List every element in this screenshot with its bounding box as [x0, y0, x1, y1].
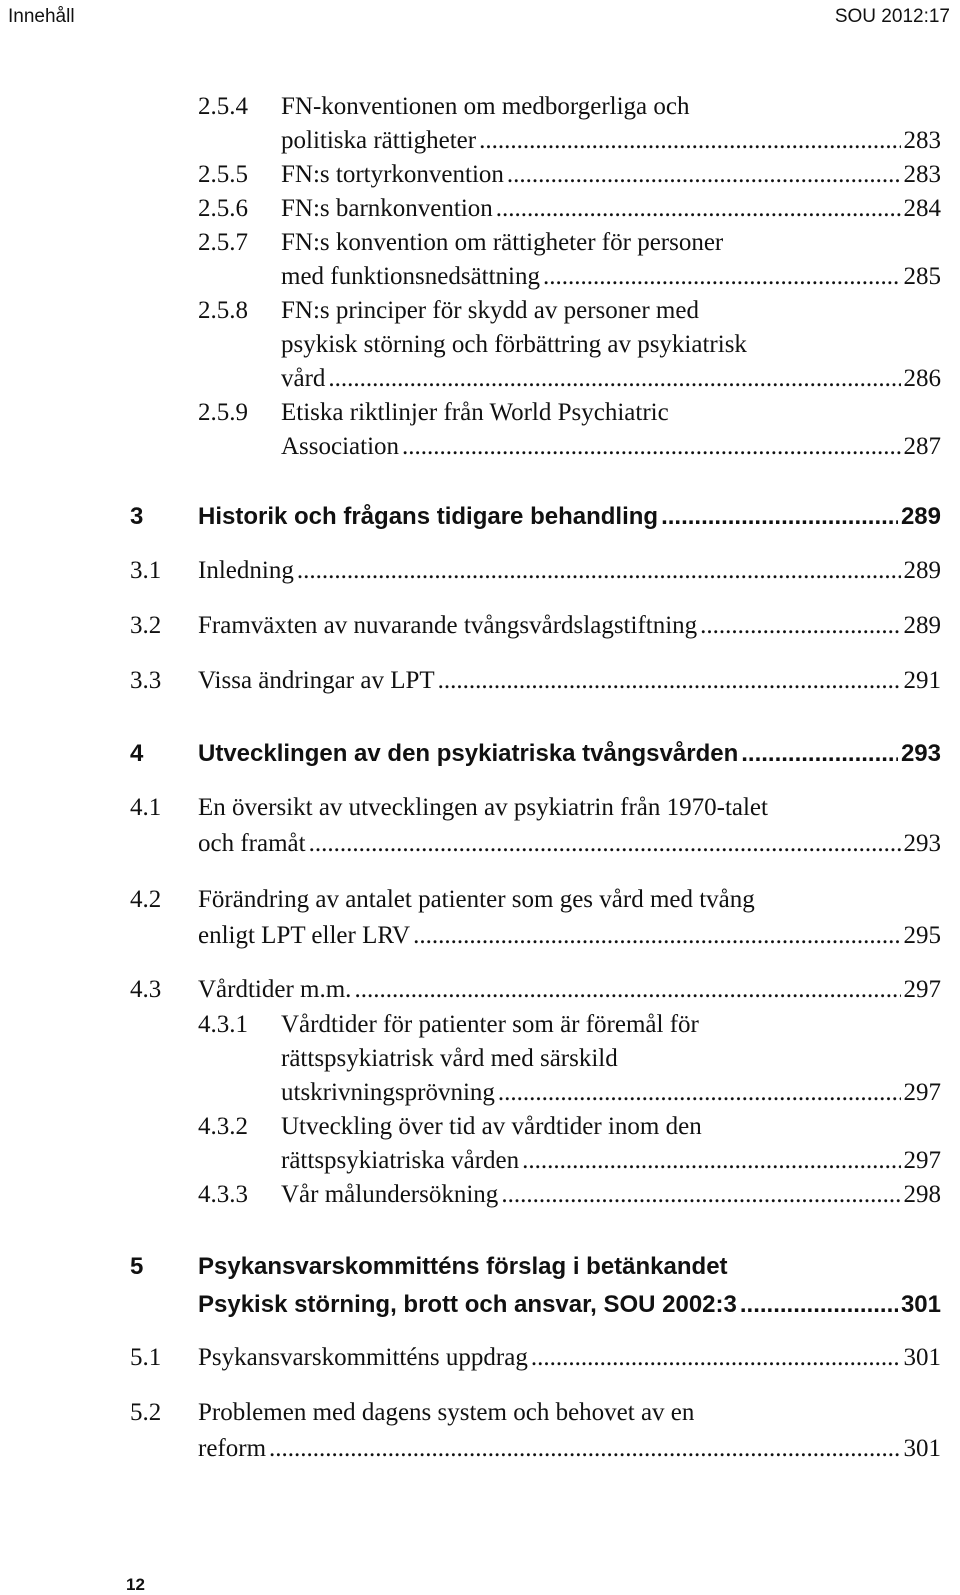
entry-number: 4.3.1	[198, 1011, 248, 1038]
entry-title-line: politiska rättigheter	[281, 127, 477, 154]
entry-title-line: Förändring av antalet patienter som ges vård med tvång	[198, 886, 755, 913]
entry-page-number: 298	[903, 1181, 941, 1208]
entry-title-line: Historik och frågans tidigare behandling	[198, 503, 659, 530]
entry-title-line: rättspsykiatrisk vård med särskild	[281, 1045, 618, 1072]
entry-page-number: 297	[903, 1147, 941, 1174]
entry-title-line: FN-konventionen om medborgerliga och	[281, 93, 690, 120]
entry-number: 4.3.2	[198, 1113, 248, 1140]
dot-leader	[741, 735, 898, 773]
dot-leader	[661, 498, 898, 536]
entry-title-line: utskrivningsprövning	[281, 1079, 495, 1106]
entry-title-line: Framväxten av nuvarande tvångsvårdslagstiftning	[198, 612, 698, 639]
entry-title-line: med funktionsnedsättning	[281, 263, 540, 290]
entry-page-number: 293	[900, 740, 941, 767]
entry-page-number: 297	[903, 976, 941, 1003]
entry-title-line: Psykansvarskommitténs förslag i betänkandet	[198, 1253, 728, 1280]
entry-page-number: 291	[903, 667, 941, 694]
entry-number: 4.2	[130, 886, 162, 913]
entry-title-line: FN:s tortyrkonvention	[281, 161, 504, 188]
entry-title-line: Utvecklingen av den psykiatriska tvångsvården	[198, 740, 739, 767]
report-id: SOU 2012:17	[834, 6, 950, 27]
entry-title-line: FN:s principer för skydd av personer med	[281, 297, 699, 324]
dot-leader	[438, 663, 901, 699]
entry-number: 4	[130, 740, 144, 767]
dot-leader	[479, 124, 900, 158]
entry-page-number: 287	[903, 433, 941, 460]
dot-leader	[700, 608, 900, 644]
entry-title-line: Psykisk störning, brott och ansvar, SOU 2002:3	[198, 1291, 737, 1318]
dot-leader	[496, 192, 901, 226]
dot-leader	[269, 1431, 900, 1467]
entry-page-number: 289	[900, 503, 941, 530]
entry-title-line: En översikt av utvecklingen av psykiatrin från 1970-talet	[198, 794, 768, 821]
dot-leader	[498, 1076, 901, 1110]
entry-page-number: 289	[903, 612, 941, 639]
entry-title-line: rättspsykiatriska vården	[281, 1147, 520, 1174]
entry-number: 2.5.6	[198, 195, 248, 222]
entry-number: 5.2	[130, 1399, 162, 1426]
entry-number: 5	[130, 1253, 144, 1280]
entry-number: 2.5.7	[198, 229, 248, 256]
dot-leader	[413, 918, 900, 954]
entry-number: 4.3.3	[198, 1181, 248, 1208]
entry-page-number: 295	[903, 922, 941, 949]
entry-title-line: FN:s barnkonvention	[281, 195, 493, 222]
entry-title-line: och framåt	[198, 830, 306, 857]
entry-title-line: FN:s konvention om rättigheter för personer	[281, 229, 724, 256]
entry-title-line: Psykansvarskommitténs uppdrag	[198, 1344, 528, 1371]
entry-number: 4.1	[130, 794, 162, 821]
entry-page-number: 297	[903, 1079, 941, 1106]
entry-number: 3.2	[130, 612, 162, 639]
entry-page-number: 301	[903, 1435, 941, 1462]
entry-number: 4.3	[130, 976, 162, 1003]
entry-page-number: 283	[903, 127, 941, 154]
entry-page-number: 283	[903, 161, 941, 188]
entry-number: 3.1	[130, 557, 162, 584]
entry-number: 2.5.4	[198, 93, 248, 120]
entry-title-line: Utveckling över tid av vårdtider inom den	[281, 1113, 702, 1140]
dot-leader	[328, 362, 900, 396]
section-label: Innehåll	[8, 6, 75, 27]
page-header	[0, 0, 960, 36]
entry-number: 2.5.8	[198, 297, 248, 324]
entry-title-line: Vår målundersökning	[281, 1181, 499, 1208]
dot-leader	[402, 430, 900, 464]
dot-leader	[309, 826, 901, 862]
dot-leader	[543, 260, 901, 294]
entry-title-line: enligt LPT eller LRV	[198, 922, 411, 949]
dot-leader	[522, 1144, 900, 1178]
entry-title-line: vård	[281, 365, 326, 392]
entry-number: 3	[130, 503, 144, 530]
entry-page-number: 289	[903, 557, 941, 584]
entry-title-line: psykisk störning och förbättring av psykiatrisk	[281, 331, 747, 358]
page-number: 12	[126, 1575, 145, 1594]
entry-title-line: Problemen med dagens system och behovet av en	[198, 1399, 695, 1426]
dot-leader	[531, 1340, 901, 1376]
entry-page-number: 286	[903, 365, 941, 392]
entry-title-line: reform	[198, 1435, 267, 1462]
entry-page-number: 301	[900, 1291, 941, 1318]
entry-page-number: 285	[903, 263, 941, 290]
entry-title-line: Inledning	[198, 557, 294, 584]
entry-number: 2.5.5	[198, 161, 248, 188]
dot-leader	[740, 1286, 898, 1324]
entry-page-number: 301	[903, 1344, 941, 1371]
entry-number: 2.5.9	[198, 399, 248, 426]
entry-page-number: 293	[903, 830, 941, 857]
dot-leader	[507, 158, 901, 192]
dot-leader	[297, 553, 901, 589]
entry-number: 3.3	[130, 667, 162, 694]
entry-page-number: 284	[903, 195, 941, 222]
entry-title-line: Vårdtider m.m.	[198, 976, 352, 1003]
entry-title-line: Vissa ändringar av LPT	[198, 667, 435, 694]
entry-title-line: Etiska riktlinjer från World Psychiatric	[281, 399, 669, 426]
entry-number: 5.1	[130, 1344, 162, 1371]
dot-leader	[354, 972, 900, 1008]
entry-title-line: Vårdtider för patienter som är föremål för	[281, 1011, 699, 1038]
entry-title-line: Association	[281, 433, 400, 460]
dot-leader	[501, 1178, 900, 1212]
